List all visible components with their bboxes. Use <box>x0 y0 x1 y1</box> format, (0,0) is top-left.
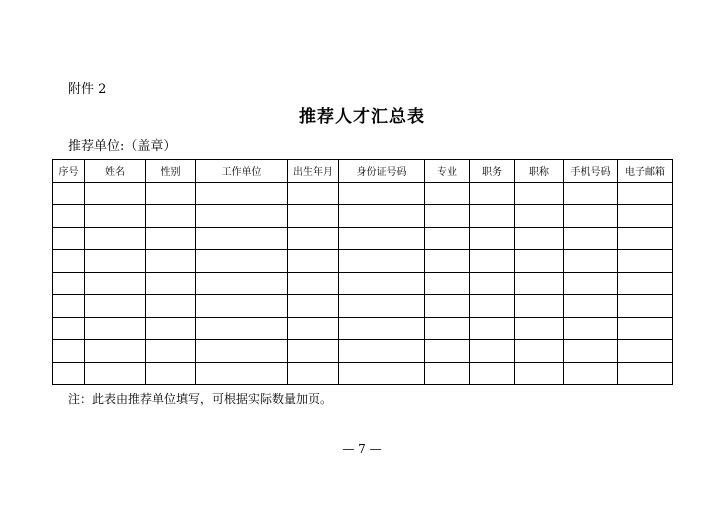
col-name: 姓名 <box>85 160 146 183</box>
table-cell[interactable] <box>515 272 564 295</box>
table-cell[interactable] <box>53 182 85 205</box>
table-cell[interactable] <box>288 362 339 385</box>
table-cell[interactable] <box>515 340 564 363</box>
table-cell[interactable] <box>618 182 673 205</box>
table-cell[interactable] <box>146 272 196 295</box>
table-cell[interactable] <box>85 362 146 385</box>
table-cell[interactable] <box>288 340 339 363</box>
col-birth-date: 出生年月 <box>288 160 339 183</box>
table-cell[interactable] <box>53 340 85 363</box>
table-cell[interactable] <box>146 227 196 250</box>
table-header-row <box>53 160 673 183</box>
table-cell[interactable] <box>288 250 339 273</box>
table-cell[interactable] <box>85 317 146 340</box>
footnote: 注：此表由推荐单位填写，可根据实际数量加页。 <box>68 392 333 406</box>
table-cell[interactable] <box>53 362 85 385</box>
table-cell[interactable] <box>425 362 470 385</box>
table-cell[interactable] <box>53 317 85 340</box>
table-cell[interactable] <box>515 227 564 250</box>
table-cell[interactable] <box>618 340 673 363</box>
table-cell[interactable] <box>564 362 618 385</box>
table-cell[interactable] <box>196 317 288 340</box>
table-cell[interactable] <box>564 317 618 340</box>
table-cell[interactable] <box>146 340 196 363</box>
table-cell[interactable] <box>470 362 515 385</box>
table-cell[interactable] <box>146 362 196 385</box>
table-cell[interactable] <box>85 340 146 363</box>
table-cell[interactable] <box>196 295 288 318</box>
table-row <box>53 340 673 363</box>
table-row <box>53 227 673 250</box>
table-cell[interactable] <box>515 317 564 340</box>
col-serial-number: 序号 <box>53 160 85 183</box>
table-cell[interactable] <box>515 362 564 385</box>
table-cell[interactable] <box>470 205 515 228</box>
table-cell[interactable] <box>85 205 146 228</box>
talent-summary-table <box>52 159 673 385</box>
table-cell[interactable] <box>564 227 618 250</box>
table-cell[interactable] <box>196 205 288 228</box>
table-cell[interactable] <box>196 227 288 250</box>
table-cell[interactable] <box>288 205 339 228</box>
table-row <box>53 182 673 205</box>
table-row <box>53 250 673 273</box>
table-cell[interactable] <box>196 362 288 385</box>
table-cell[interactable] <box>53 295 85 318</box>
table-cell[interactable] <box>470 272 515 295</box>
table-cell[interactable] <box>339 317 425 340</box>
document-title: 推荐人才汇总表 <box>299 107 425 127</box>
table-cell[interactable] <box>618 295 673 318</box>
table-cell[interactable] <box>339 362 425 385</box>
table-cell[interactable] <box>288 227 339 250</box>
table-row <box>53 362 673 385</box>
table-cell[interactable] <box>339 205 425 228</box>
table-cell[interactable] <box>53 272 85 295</box>
table-cell[interactable] <box>196 182 288 205</box>
table-cell[interactable] <box>85 182 146 205</box>
table-cell[interactable] <box>564 250 618 273</box>
table-body <box>53 182 673 385</box>
table-cell[interactable] <box>425 227 470 250</box>
table-cell[interactable] <box>470 250 515 273</box>
table-cell[interactable] <box>339 272 425 295</box>
table-cell[interactable] <box>146 295 196 318</box>
table-cell[interactable] <box>288 182 339 205</box>
table-cell[interactable] <box>339 340 425 363</box>
table-row <box>53 205 673 228</box>
table-cell[interactable] <box>85 227 146 250</box>
table-cell[interactable] <box>85 272 146 295</box>
col-mobile: 手机号码 <box>564 160 618 183</box>
table-cell[interactable] <box>564 295 618 318</box>
table-cell[interactable] <box>425 272 470 295</box>
table-cell[interactable] <box>196 250 288 273</box>
col-work-unit: 工作单位 <box>196 160 288 183</box>
table-cell[interactable] <box>53 205 85 228</box>
table-cell[interactable] <box>146 317 196 340</box>
table-cell[interactable] <box>470 227 515 250</box>
col-major: 专业 <box>425 160 470 183</box>
table-cell[interactable] <box>618 317 673 340</box>
table-cell[interactable] <box>53 227 85 250</box>
table-row <box>53 317 673 340</box>
col-title: 职称 <box>515 160 564 183</box>
table-cell[interactable] <box>425 295 470 318</box>
table-cell[interactable] <box>618 205 673 228</box>
col-email: 电子邮箱 <box>618 160 673 183</box>
table-cell[interactable] <box>618 362 673 385</box>
table-cell[interactable] <box>196 272 288 295</box>
table-cell[interactable] <box>515 182 564 205</box>
table-cell[interactable] <box>339 182 425 205</box>
table-cell[interactable] <box>515 250 564 273</box>
table-cell[interactable] <box>564 205 618 228</box>
col-position: 职务 <box>470 160 515 183</box>
table-cell[interactable] <box>288 272 339 295</box>
recommending-unit-label: 推荐单位:（盖章） <box>68 139 177 154</box>
table-cell[interactable] <box>146 182 196 205</box>
table-row <box>53 272 673 295</box>
table-cell[interactable] <box>425 205 470 228</box>
table-cell[interactable] <box>564 340 618 363</box>
table-cell[interactable] <box>425 182 470 205</box>
col-id-number: 身份证号码 <box>339 160 425 183</box>
table-cell[interactable] <box>618 250 673 273</box>
table-cell[interactable] <box>564 182 618 205</box>
table-cell[interactable] <box>470 340 515 363</box>
table-cell[interactable] <box>146 250 196 273</box>
table-cell[interactable] <box>339 227 425 250</box>
table-cell[interactable] <box>515 295 564 318</box>
table-cell[interactable] <box>85 295 146 318</box>
table-cell[interactable] <box>85 250 146 273</box>
table-cell[interactable] <box>470 182 515 205</box>
table-cell[interactable] <box>425 317 470 340</box>
page-number: — 7 — <box>342 442 382 456</box>
table-cell[interactable] <box>618 227 673 250</box>
table-cell[interactable] <box>425 250 470 273</box>
table-cell[interactable] <box>339 250 425 273</box>
annex-label: 附件 2 <box>68 82 107 97</box>
table-cell[interactable] <box>564 272 618 295</box>
table-cell[interactable] <box>470 295 515 318</box>
table-cell[interactable] <box>425 340 470 363</box>
table-cell[interactable] <box>146 205 196 228</box>
table-cell[interactable] <box>515 205 564 228</box>
table-cell[interactable] <box>288 295 339 318</box>
table-cell[interactable] <box>196 340 288 363</box>
table-cell[interactable] <box>53 250 85 273</box>
table-cell[interactable] <box>470 317 515 340</box>
col-gender: 性别 <box>146 160 196 183</box>
table-row <box>53 295 673 318</box>
table-cell[interactable] <box>618 272 673 295</box>
table-cell[interactable] <box>288 317 339 340</box>
table-cell[interactable] <box>339 295 425 318</box>
